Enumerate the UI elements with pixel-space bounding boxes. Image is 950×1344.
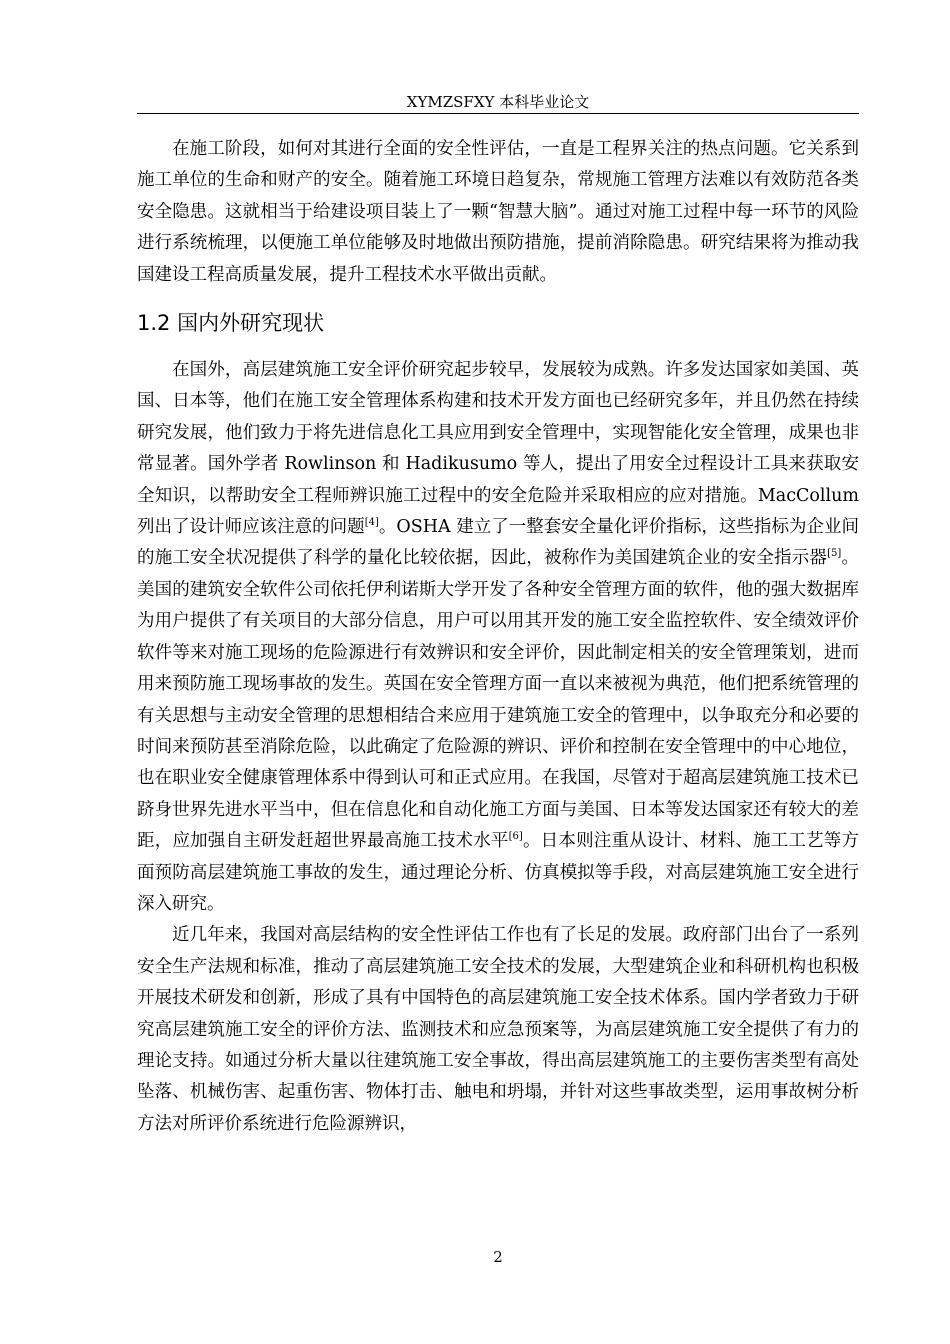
section-heading: 1.2 国内外研究现状 — [137, 311, 325, 336]
citation-ref: [5] — [827, 548, 842, 560]
citation-ref: [6] — [508, 831, 523, 843]
paragraph-text: 。日本则注重从设计、材料、施工工艺等方面预防高层建筑施工事故的发生，通过理论分析、仿真模拟等手段，对高层建筑施工安全进行深入研究。 — [137, 831, 859, 914]
header-rule — [137, 113, 859, 114]
page-body — [137, 134, 859, 1140]
paragraph-text: 。美国的建筑安全软件公司依托伊利诺斯大学开发了各种安全管理方面的软件，他的强大数据库为用户提供了有关项目的大部分信息，用户可以用其开发的施工安全监控软件、安全绩效评价软件等来对施工现场的危险源进行有效辨识和安全评价，因此制定相关的安全管理策划，进而用来预防施工现场事故的发生。英国在安全管理方面一直以来被视为典范，他们把系统管理的有关思想与主动安全管理的思想相结合来应用于建筑施工安全的管理中，以争取充分和必要的时间来预防甚至消除危险，以此确定了危险源的辨识、评价和控制在安全管理中的中心地位，也在职业安全健康管理体系中得到认可和正式应用。在我国，尽管对于超高层建筑施工技术已跻身世界先进水平当中，但在信息化和自动化施工方面与美国、日本等发达国家还有较大的差距，应加强自主研发赶超世界最高施工技术水平 — [137, 548, 860, 852]
paragraph-text: 在国外，高层建筑施工安全评价研究起步较早，发展较为成熟。许多发达国家如美国、英国、日本等，他们在施工安全管理体系构建和技术开发方面也已经研究多年，并且仍然在持续研究发展，他们致力于将先进信息化工具应用到安全管理中，实现智能化安全管理，成果也非常显著。国外学者 Rowlinson 和 Hadikusumo 等人，提出了用安全过程设计工具来获取安全知识，以帮助安全工程师辨识施工过程中的安全危险并采取相应的应对措施。MacCollum 列出了设计师应该注意的问题 — [137, 360, 859, 538]
page-header: XYMZSFXY 本科毕业论文 — [406, 93, 590, 111]
paragraph-text: 。OSHA 建立了一整套安全量化评价指标，这些指标为企业间的施工安全状况提供了科学的量化比较依据，因此，被称作为美国建筑企业的安全指示器 — [137, 517, 860, 569]
paragraph-domestic-research: 近几年来，我国对高层结构的安全性评估工作也有了长足的发展。政府部门出台了一系列安全生产法规和标准，推动了高层建筑施工安全技术的发展，大型建筑企业和科研机构也积极开展技术研发和创新，形成了具有中国特色的高层建筑施工安全技术体系。国内学者致力于研究高层建筑施工安全的评价方法、监测技术和应急预案等，为高层建筑施工安全提供了有力的理论支持。如通过分析大量以往建筑施工安全事故，得出高层建筑施工的主要伤害类型有高处坠落、机械伤害、起重伤害、物体打击、触电和坍塌，并针对这些事故类型，运用事故树分析方法对所评价系统进行危险源辨识， — [137, 925, 859, 1134]
paragraph-intro: 在施工阶段，如何对其进行全面的安全性评估，一直是工程界关注的热点问题。它关系到施工单位的生命和财产的安全。随着施工环境日趋复杂，常规施工管理方法难以有效防范各类安全隐患。这就相当于给建设项目装上了一颗“智慧大脑”。通过对施工过程中每一环节的风险进行系统梳理，以便施工单位能够及时地做出预防措施，提前消除隐患。研究结果将为推动我国建设工程高质量发展，提升工程技术水平做出贡献。 — [137, 139, 859, 285]
page-number: 2 — [493, 1248, 503, 1266]
paragraph-foreign-research — [137, 355, 859, 920]
citation-ref: [4] — [364, 517, 379, 529]
